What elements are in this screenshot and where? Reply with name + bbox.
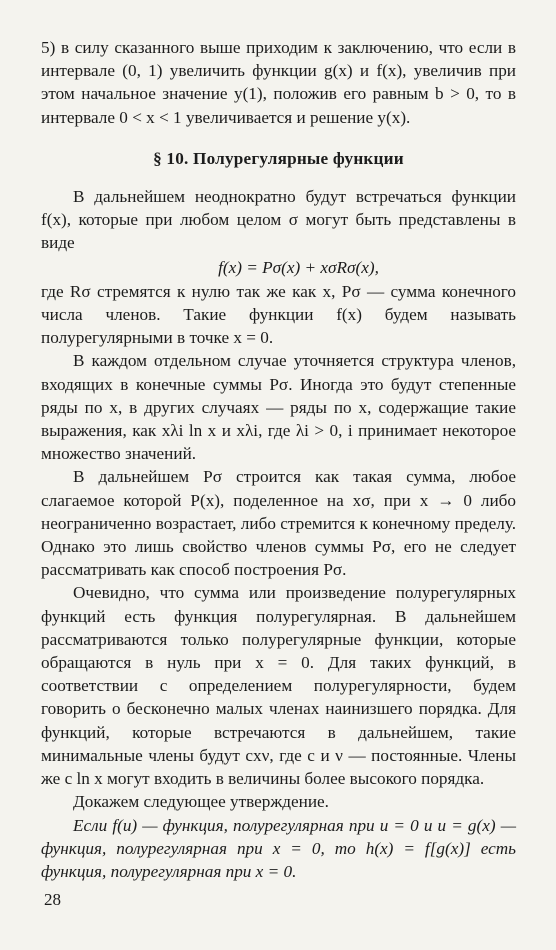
paragraph-3: В каждом отдельном случае уточняется структура членов, входящих в конечные суммы Pσ. Иногда это будут степенные ряды по x, в других случаях — ряды по x, содержащие такие выражения, как xλi ln x и xλi, где λi > 0, i принимает некоторое множество значений.: [41, 351, 516, 464]
page-number: 28: [44, 890, 61, 909]
intro-paragraph: 5) в силу сказанного выше приходим к заключению, что если в интервале (0, 1) увеличить функции g(x) и f(x), увеличив при этом начальное значение y(1), положив его равным b > 0, то в интервале 0 < x < 1 увеличивается и решение y(x).: [41, 38, 516, 127]
paragraph-1: В дальнейшем неоднократно будут встречаться функции f(x), которые при любом целом σ могут быть представлены в виде: [41, 187, 516, 253]
paragraph-4: В дальнейшем Pσ строится как такая сумма, любое слагаемое которой P(x), поделенное на xσ, при x → 0 либо неограниченно возрастает, либо стремится к конечному пределу. Однако это лишь свойство членов суммы Pσ, его не следует рассматривать как способ построения Pσ.: [41, 467, 516, 580]
section-title: § 10. Полурегулярные функции: [153, 148, 404, 168]
paragraph-2: где Rσ стремятся к нулю так же как x, Pσ — сумма конечного числа членов. Такие функции f(x) будем называть полурегулярными в точке x = 0.: [41, 281, 516, 348]
theorem-statement: Если f(u) — функция, полурегулярная при u = 0 и u = g(x) — функция, полурегулярная при x = 0, то h(x) = f[g(x)] есть функция, полурегулярная при x = 0.: [41, 815, 516, 881]
paragraph-5: Очевидно, что сумма или произведение полурегулярных функций есть функция полурегулярная. В дальнейшем рассматриваются только полурегулярные функции, которые обращаются в нуль при x = 0. Для таких функций, в соответствии с определением полурегулярности, будем говорить о бесконечно малых членах наинизшего порядка. Для функций, которые встречаются в дальнейшем, такие минимальные члены будут cxν, где c и ν — постоянные. Члены же с ln x могут входить в величины более высокого порядка.: [41, 583, 516, 789]
paragraph-6: Докажем следующее утверждение.: [73, 792, 329, 812]
formula: f(x) = Pσ(x) + xσRσ(x),: [218, 257, 379, 277]
